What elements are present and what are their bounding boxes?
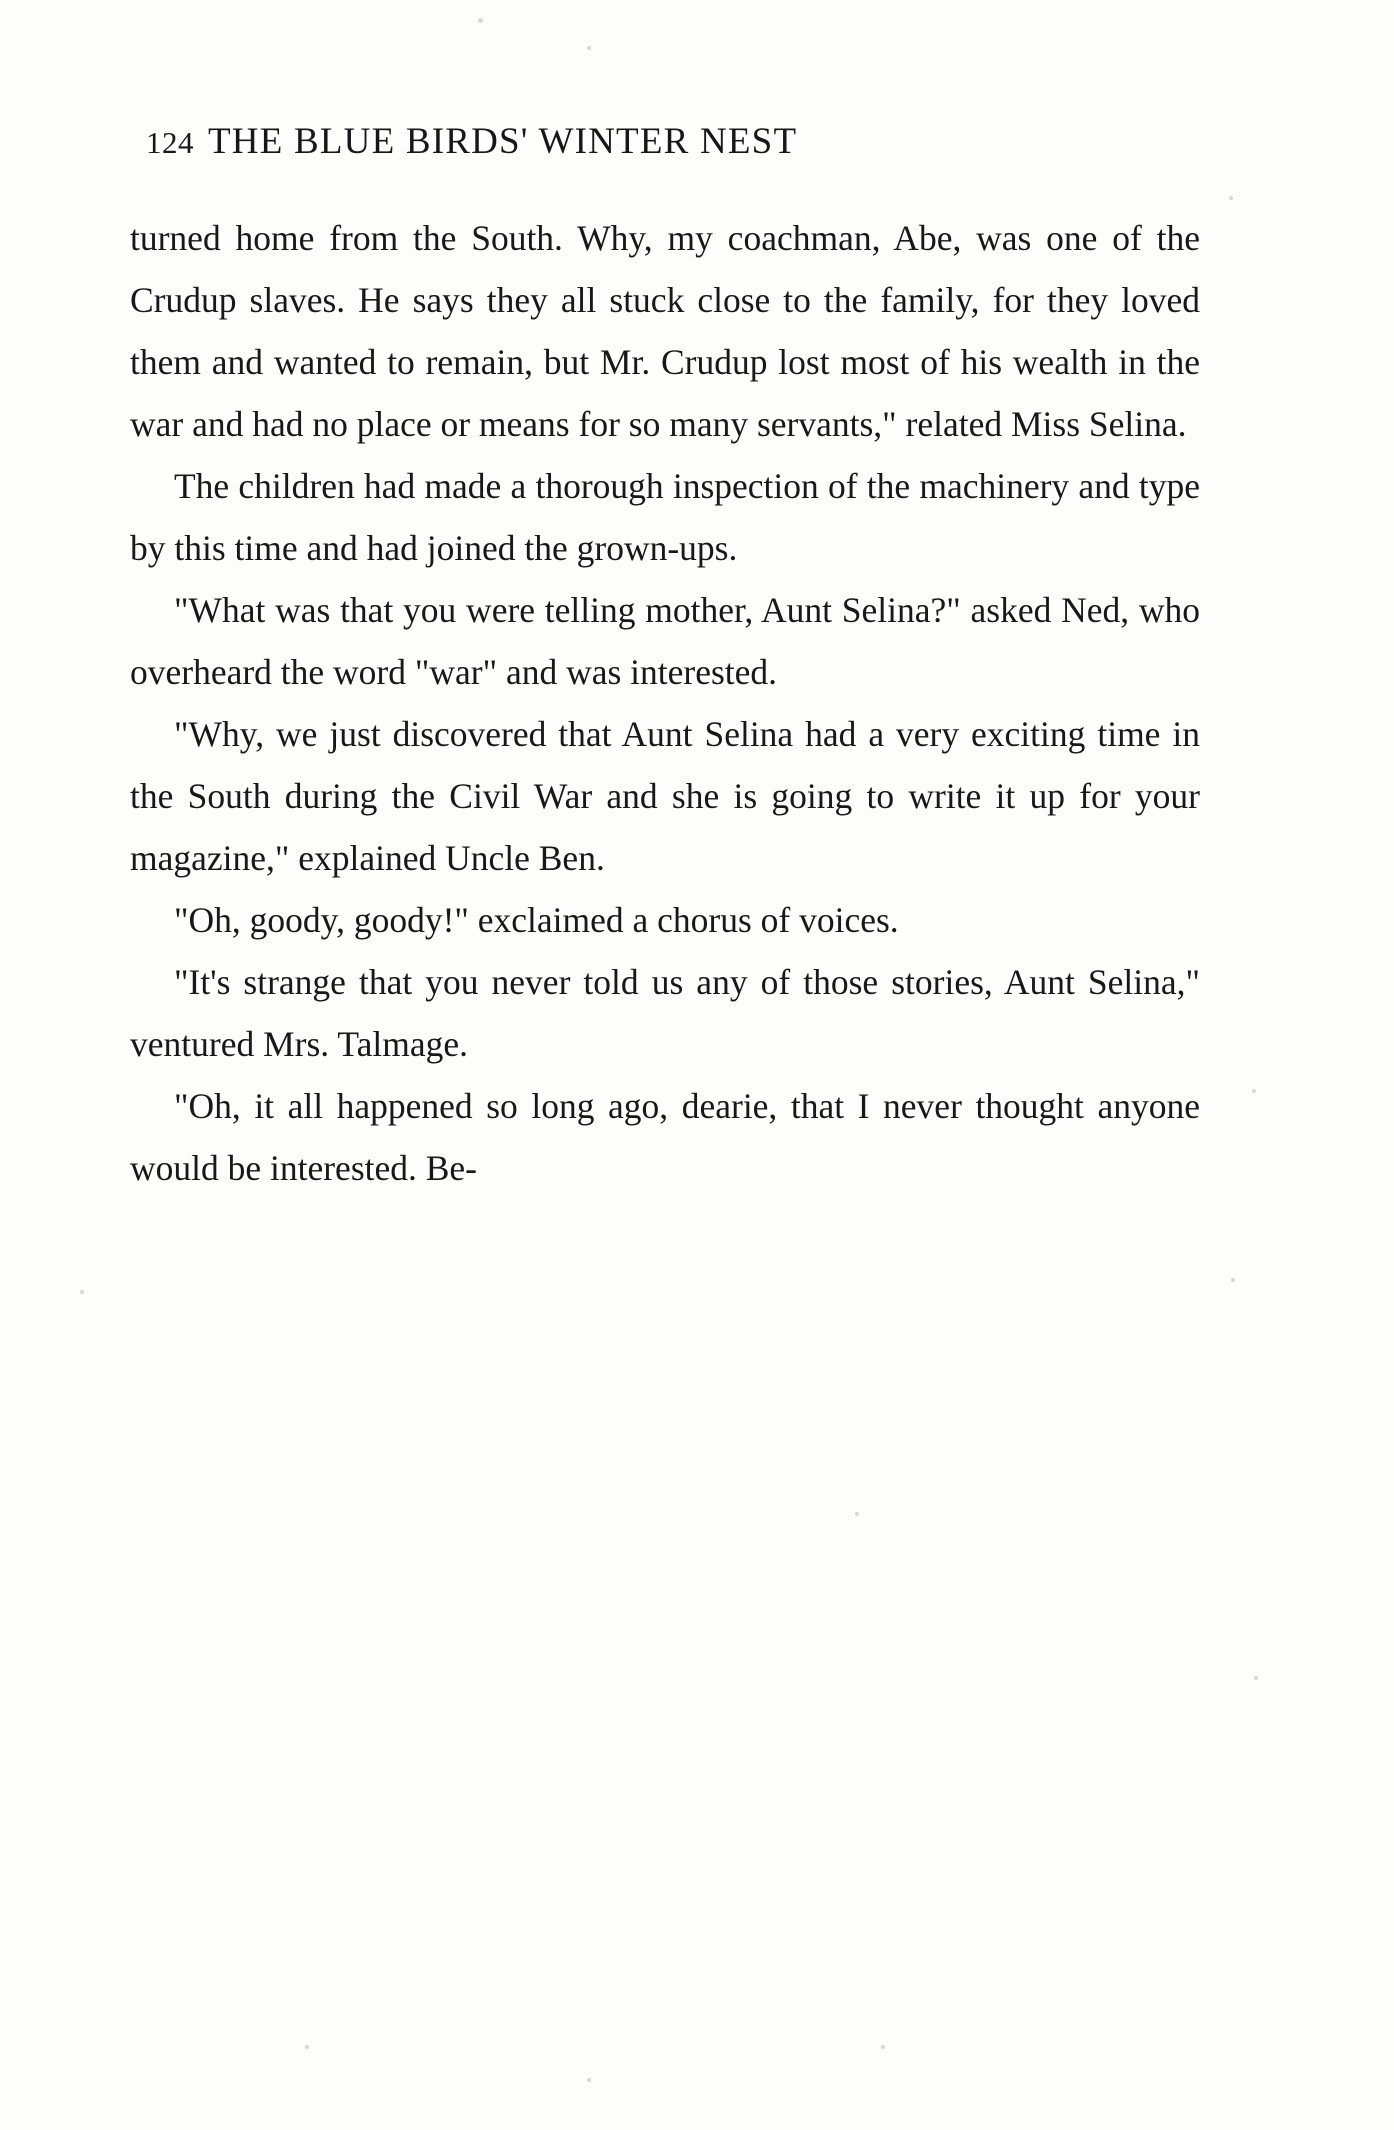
scan-speck — [1229, 196, 1233, 200]
scan-speck — [305, 2045, 309, 2049]
scan-speck — [881, 2045, 885, 2049]
paragraph: "Oh, it all happened so long ago, dearie, that I never thought anyone would be interested. Be- — [130, 1086, 1200, 1188]
scan-speck — [1252, 1089, 1256, 1093]
scan-speck — [855, 1512, 859, 1516]
scan-speck — [587, 46, 591, 50]
scan-speck — [1254, 1676, 1258, 1680]
scan-speck — [80, 1290, 84, 1294]
paragraph: The children had made a thorough inspection of the machinery and type by this time and had joined the grown-ups. — [130, 466, 1200, 568]
paragraph: turned home from the South. Why, my coachman, Abe, was one of the Crudup slaves. He says they all stuck close to the family, for they loved them and wanted to remain, but Mr. Crudup lost most of his wealth in the war and had no place or means for so many servants," related Miss Selina. — [130, 218, 1200, 444]
paragraph: "It's strange that you never told us any of those stories, Aunt Selina," ventured Mrs. Talmage. — [130, 962, 1200, 1064]
scan-speck — [478, 18, 483, 23]
paragraph: "What was that you were telling mother, Aunt Selina?" asked Ned, who overheard the word "war" and was interested. — [130, 590, 1200, 692]
page-number: 124 — [146, 125, 194, 160]
scan-speck — [587, 2078, 591, 2082]
scan-speck — [1231, 1278, 1235, 1282]
paragraph: "Why, we just discovered that Aunt Selina had a very exciting time in the South during the Civil War and she is going to write it up for your magazine," explained Uncle Ben. — [130, 714, 1200, 878]
page-header — [130, 120, 1200, 163]
running-head-title: THE BLUE BIRDS' WINTER NEST — [208, 121, 798, 162]
body-text — [130, 207, 1200, 1199]
paragraph: "Oh, goody, goody!" exclaimed a chorus of voices. — [174, 900, 899, 940]
